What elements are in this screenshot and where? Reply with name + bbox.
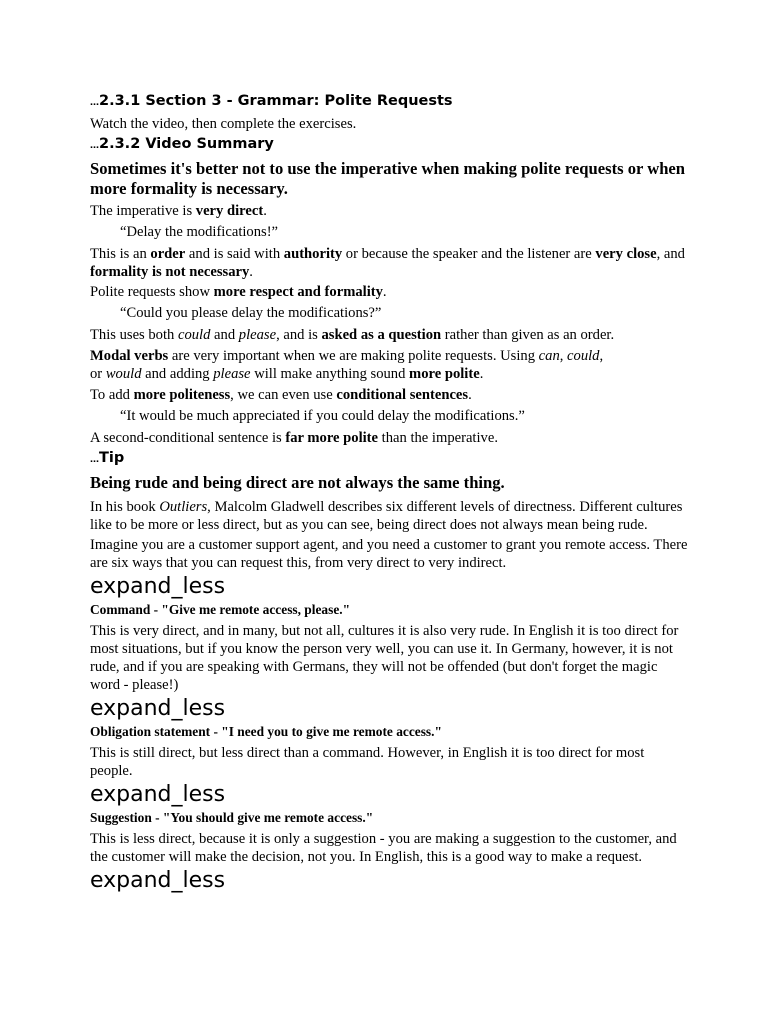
option-suggestion xyxy=(90,781,690,866)
text-run: . xyxy=(468,387,472,403)
emphasis: Modal verbs xyxy=(90,348,169,364)
emphasis: more polite xyxy=(409,366,480,382)
italic-term: please xyxy=(238,327,277,343)
italic-term: can xyxy=(538,348,560,364)
order-paragraph xyxy=(90,245,690,281)
example-quote: “Could you please delay the modifications?” xyxy=(120,305,382,321)
summary-heading-text: 2.3.2 Video Summary xyxy=(99,136,274,152)
option-command xyxy=(90,573,690,694)
option-description: This is still direct, but less direct than a command. However, in English it is too direct for most people. xyxy=(90,744,645,779)
option-obligation xyxy=(90,695,690,780)
tip-heading-text: Tip xyxy=(99,450,125,466)
text-run: , and xyxy=(656,246,685,262)
imperative-paragraph xyxy=(90,202,690,220)
book-title: Outliers xyxy=(159,498,208,515)
tip-heading xyxy=(90,449,690,469)
emphasis: more respect and formality xyxy=(213,284,383,300)
section-heading-text: 2.3.1 Section 3 - Grammar: Polite Requests xyxy=(99,93,453,109)
text-run: The imperative is xyxy=(90,203,196,219)
text-run: This is an xyxy=(90,246,151,262)
emphasis: asked as a question xyxy=(321,327,442,343)
text-run: . xyxy=(249,264,253,280)
text-run: . xyxy=(382,284,387,300)
heading-marker: … xyxy=(90,141,99,151)
text-run: and is said with xyxy=(185,246,284,262)
section-heading xyxy=(90,92,690,112)
text-run: , and is xyxy=(276,327,322,343)
text-run: . xyxy=(263,203,267,219)
summary-lead: Sometimes it's better not to use the imperative when making polite requests or when more formality is necessary. xyxy=(90,159,686,198)
tip-lead: Being rude and being direct are not always the same thing. xyxy=(90,473,505,492)
polite-paragraph xyxy=(90,283,690,301)
italic-term: would xyxy=(105,366,142,382)
text-run: or because the speaker and the listener are xyxy=(342,246,596,262)
text-run: and adding xyxy=(141,366,214,382)
option-description: This is very direct, and in many, but not all, cultures it is also very rude. In English it is too direct for most situations, but if you know the person very well, you can use it. In Germany, however, it is not rude, and if you are speaking with Germans, they will not be offended (but don't forget the magic word - please!) xyxy=(90,622,679,693)
heading-marker: … xyxy=(90,98,99,108)
expand-less-toggle[interactable]: expand_less xyxy=(90,781,226,807)
second-conditional-paragraph xyxy=(90,429,690,447)
text-run: are very important when we are making polite requests. Using xyxy=(168,348,539,364)
text-run: , xyxy=(559,348,568,364)
intro-text: Watch the video, then complete the exercises. xyxy=(90,116,357,132)
expand-less-toggle[interactable]: expand_less xyxy=(90,695,226,721)
emphasis: more politeness xyxy=(133,387,231,403)
expand-less-toggle[interactable]: expand_less xyxy=(90,573,226,599)
option-title: Command - "Give me remote access, please." xyxy=(90,601,351,617)
emphasis: authority xyxy=(283,246,343,262)
emphasis: conditional sentences xyxy=(336,387,469,403)
option-description: This is less direct, because it is only a suggestion - you are making a suggestion to the customer, and the customer will make the decision, not you. In English, this is a good way to make a request. xyxy=(90,830,677,865)
text-run: . xyxy=(479,366,484,382)
text-run: This uses both xyxy=(90,327,178,343)
italic-term: could xyxy=(177,327,211,343)
option-title: Suggestion - "You should give me remote access." xyxy=(90,809,374,825)
text-run: , Malcolm Gladwell describes six different levels of directness. Different cultures like to be more or less direct, but as you can see, being direct does not always mean being rude. xyxy=(90,498,683,533)
text-run: than the imperative. xyxy=(378,430,498,446)
book-paragraph xyxy=(90,498,690,534)
emphasis: very direct xyxy=(195,203,264,219)
option-title: Obligation statement - "I need you to give me remote access." xyxy=(90,723,442,739)
heading-marker: … xyxy=(90,455,99,465)
text-run: and xyxy=(210,327,239,343)
text-run: rather than given as an order. xyxy=(441,327,615,343)
text-run: or xyxy=(90,366,106,382)
emphasis: far more polite xyxy=(285,430,379,446)
politeness-paragraph xyxy=(90,386,690,404)
text-run: Polite requests show xyxy=(90,284,214,300)
text-run: In his book xyxy=(90,498,160,515)
emphasis: very close xyxy=(595,246,657,262)
example-quote: “It would be much appreciated if you could delay the modifications.” xyxy=(120,408,525,424)
expand-less-toggle[interactable]: expand_less xyxy=(90,867,226,893)
modal-paragraph xyxy=(90,347,690,383)
italic-term: could xyxy=(567,348,600,364)
emphasis: formality is not necessary xyxy=(90,264,250,280)
summary-heading xyxy=(90,135,690,155)
uses-paragraph xyxy=(90,326,690,344)
text-run: A second-conditional sentence is xyxy=(90,430,286,446)
text-run: , xyxy=(599,348,604,364)
text-run: , we can even use xyxy=(230,387,337,403)
example-quote: “Delay the modifications!” xyxy=(120,224,279,240)
text-run: To add xyxy=(90,387,134,403)
emphasis: order xyxy=(150,246,186,262)
imagine-paragraph: Imagine you are a customer support agent, and you need a customer to grant you remote access. There are six ways that you can request this, from very direct to very indirect. xyxy=(90,536,688,571)
italic-term: please xyxy=(213,366,251,382)
text-run: will make anything sound xyxy=(250,366,410,382)
